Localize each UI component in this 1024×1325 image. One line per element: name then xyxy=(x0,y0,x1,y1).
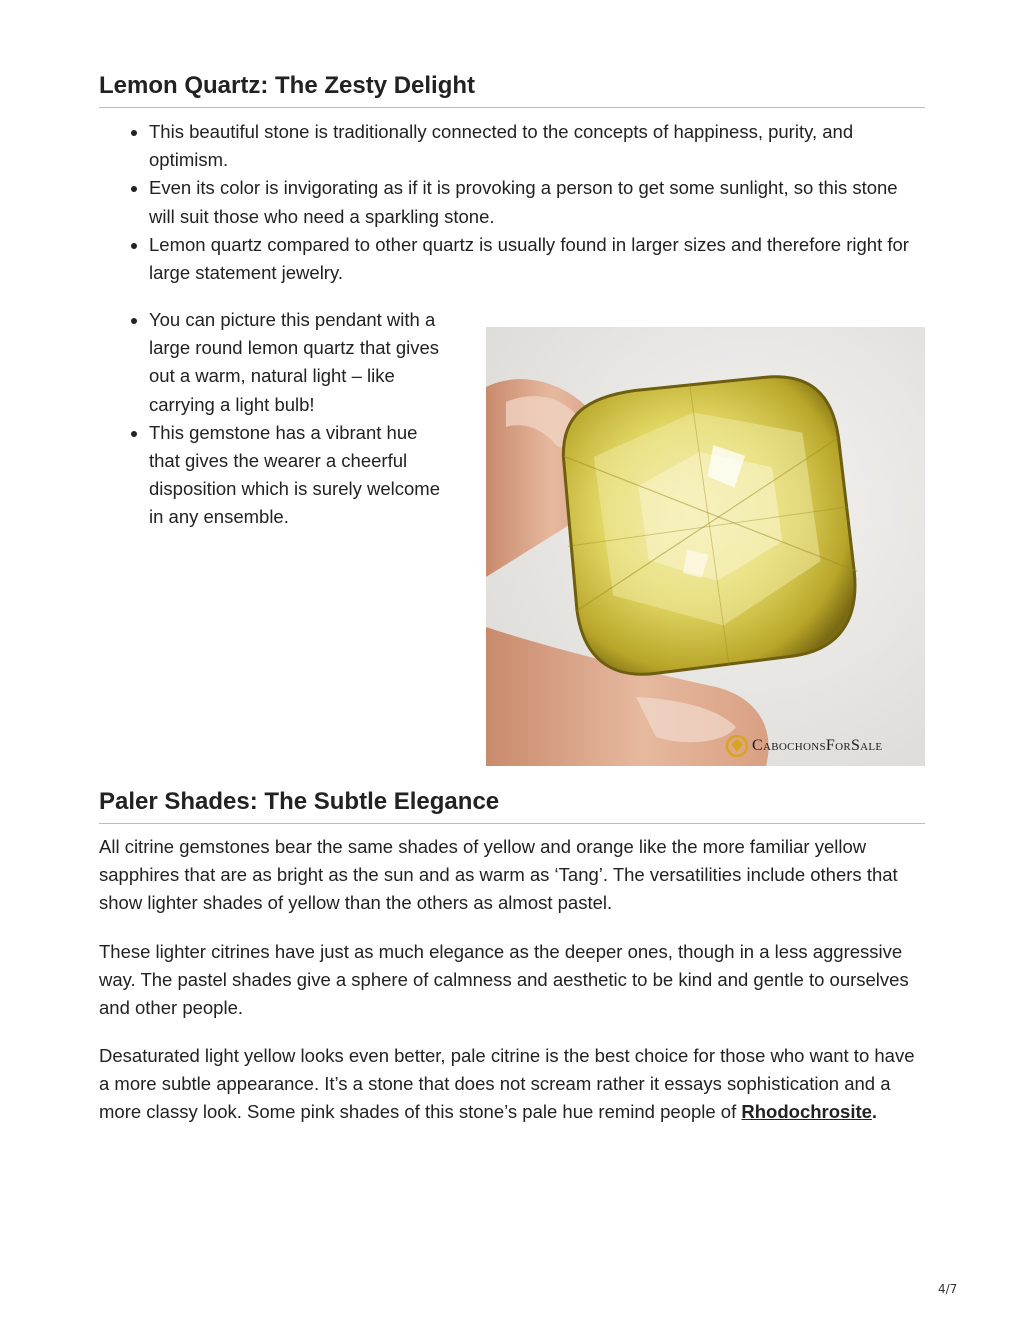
lemon-quartz-bullet-list xyxy=(99,118,925,287)
paragraph-end: . xyxy=(871,1101,878,1123)
paragraph: These lighter citrines have just as much elegance as the deeper ones, though in a less aggressive way. The pastel shades give a sphere of calmness and aesthetic to be kind and gentle to ourselves and other people. xyxy=(99,941,909,1019)
paragraph-text: Desaturated light yellow looks even better, pale citrine is the best choice for those who want to have a more subtle appearance. It’s a stone that does not scream rather it essays sophistication and a more classy look. Some pink shades of this stone’s pale hue remind people of xyxy=(99,1045,915,1123)
paragraph: All citrine gemstones bear the same shades of yellow and orange like the more familiar yellow sapphires that are as bright as the sun and as warm as ‘Tang’. The versatilities include others that show lighter shades of yellow than the others as almost pastel. xyxy=(99,836,898,914)
section-heading-paler-shades: Paler Shades: The Subtle Elegance xyxy=(99,788,500,815)
list-item: This gemstone has a vibrant hue that gives the wearer a cheerful disposition which is surely welcome in any ensemble. xyxy=(149,419,445,532)
page-number: 4/7 xyxy=(938,1282,958,1296)
lemon-quartz-photo xyxy=(486,327,925,766)
paragraph xyxy=(99,1042,921,1127)
list-item: This beautiful stone is traditionally connected to the concepts of happiness, purity, and optimism. xyxy=(149,118,925,174)
watermark-text: CabochonsForSale xyxy=(752,737,883,754)
list-item: Even its color is invigorating as if it is provoking a person to get some sunlight, so this stone will suit those who need a sparkling stone. xyxy=(149,174,925,230)
heading-divider xyxy=(99,107,925,108)
list-item: Lemon quartz compared to other quartz is usually found in larger sizes and therefore right for large statement jewelry. xyxy=(149,231,925,287)
rhodochrosite-link[interactable]: Rhodochrosite xyxy=(741,1101,872,1123)
side-bullet-list xyxy=(99,306,445,532)
heading-divider xyxy=(99,823,925,824)
list-item: You can picture this pendant with a large round lemon quartz that gives out a warm, natural light – like carrying a light bulb! xyxy=(149,306,445,419)
section-heading-lemon-quartz: Lemon Quartz: The Zesty Delight xyxy=(99,72,476,99)
